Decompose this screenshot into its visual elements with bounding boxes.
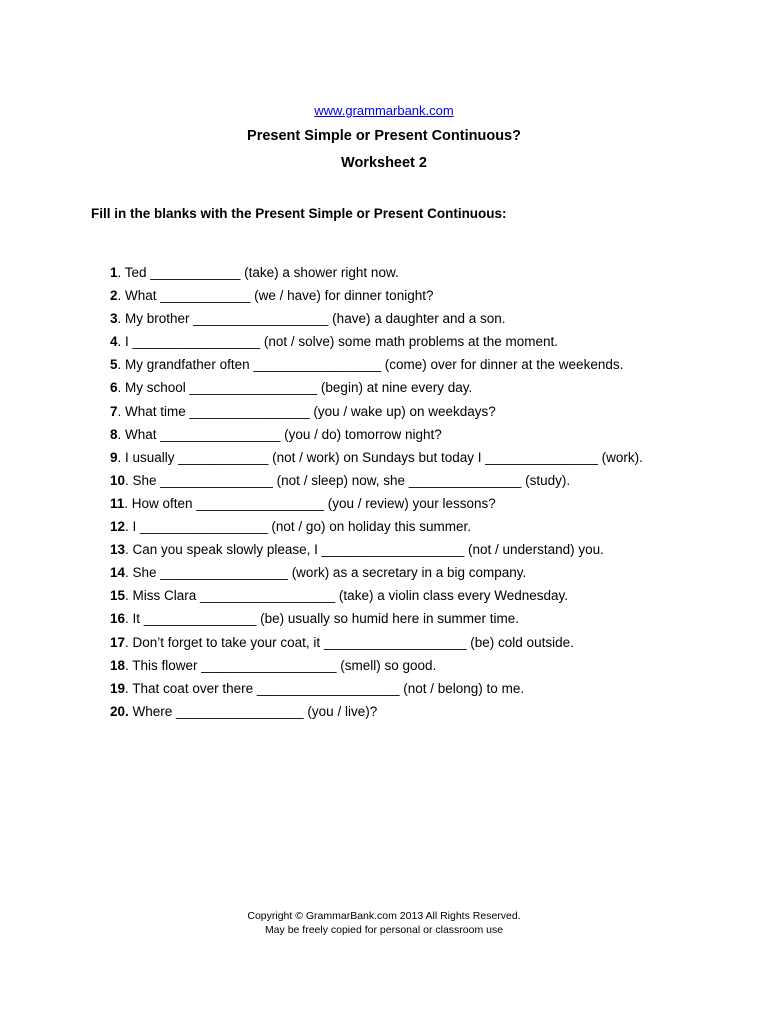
exercise-text: Where _________________ (you / live)? <box>128 703 378 719</box>
footer <box>0 909 768 937</box>
exercise-text: . I usually ____________ (not / work) on Sundays but today I _______________ (work). <box>117 449 643 465</box>
exercise-text: . She _______________ (not / sleep) now, she _______________ (study). <box>125 472 571 488</box>
exercise-text: . What time ________________ (you / wake up) on weekdays? <box>117 403 496 419</box>
exercise-text: . What ____________ (we / have) for dinner tonight? <box>117 288 434 304</box>
exercise-item <box>110 288 643 311</box>
exercise-text: . Don’t forget to take your coat, it ___________________ (be) cold outside. <box>125 634 574 650</box>
instructions: Fill in the blanks with the Present Simple or Present Continuous: <box>91 206 507 221</box>
worksheet-subtitle: Worksheet 2 <box>341 155 427 171</box>
license-text: May be freely copied for personal or classroom use <box>264 924 504 936</box>
exercise-list <box>110 265 643 727</box>
exercise-item <box>110 681 643 704</box>
exercise-text: . This flower __________________ (smell) so good. <box>125 657 437 673</box>
exercise-item <box>110 704 643 727</box>
exercise-text: . That coat over there ___________________ (not / belong) to me. <box>125 680 525 696</box>
exercise-item <box>110 542 643 565</box>
exercise-text: . Ted ____________ (take) a shower right now. <box>117 265 399 280</box>
exercise-number: 20. <box>110 703 129 719</box>
worksheet-title: Present Simple or Present Continuous? <box>247 128 521 144</box>
exercise-text: . I _________________ (not / go) on holiday this summer. <box>125 519 472 535</box>
exercise-number: 7 <box>110 403 118 419</box>
exercise-number: 4 <box>110 334 118 350</box>
exercise-number: 12 <box>110 519 126 535</box>
exercise-text: . My brother __________________ (have) a daughter and a son. <box>117 311 506 327</box>
exercise-number: 15 <box>110 588 126 604</box>
exercise-item <box>110 658 643 681</box>
exercise-number: 19 <box>110 680 126 696</box>
exercise-text: . My grandfather often _________________ (come) over for dinner at the weekends. <box>117 357 624 373</box>
exercise-item <box>110 427 643 450</box>
exercise-number: 5 <box>110 357 118 373</box>
exercise-item <box>110 635 643 658</box>
copyright-text: Copyright © GrammarBank.com 2013 All Rights Reserved. <box>247 910 521 922</box>
exercise-text: . My school _________________ (begin) at nine every day. <box>117 380 473 396</box>
exercise-text: . She _________________ (work) as a secretary in a big company. <box>125 565 527 581</box>
exercise-item <box>110 450 643 473</box>
exercise-number: 14 <box>110 565 126 581</box>
exercise-item <box>110 611 643 634</box>
exercise-item <box>110 380 643 403</box>
exercise-item <box>110 565 643 588</box>
exercise-number: 11 <box>110 495 125 511</box>
exercise-number: 9 <box>110 449 118 465</box>
exercise-item <box>110 357 643 380</box>
exercise-item <box>110 473 643 496</box>
exercise-text: . It _______________ (be) usually so humid here in summer time. <box>125 611 520 627</box>
exercise-text: . What ________________ (you / do) tomorrow night? <box>117 426 442 442</box>
exercise-number: 3 <box>110 311 118 327</box>
exercise-item <box>110 588 643 611</box>
exercise-number: 17 <box>110 634 126 650</box>
exercise-item <box>110 404 643 427</box>
exercise-number: 18 <box>110 657 126 673</box>
exercise-text: . I _________________ (not / solve) some math problems at the moment. <box>117 334 559 350</box>
exercise-item <box>110 496 643 519</box>
exercise-number: 1 <box>110 265 118 280</box>
exercise-item <box>110 265 643 288</box>
exercise-number: 6 <box>110 380 118 396</box>
site-link[interactable]: www.grammarbank.com <box>314 103 454 118</box>
exercise-text: . How often _________________ (you / review) your lessons? <box>124 495 496 511</box>
exercise-number: 2 <box>110 288 118 304</box>
exercise-item <box>110 334 643 357</box>
exercise-number: 8 <box>110 426 118 442</box>
exercise-item <box>110 311 643 334</box>
exercise-text: . Can you speak slowly please, I ___________________ (not / understand) you. <box>125 542 604 558</box>
exercise-number: 16 <box>110 611 126 627</box>
exercise-item <box>110 519 643 542</box>
exercise-number: 13 <box>110 542 126 558</box>
exercise-number: 10 <box>110 472 126 488</box>
exercise-text: . Miss Clara __________________ (take) a violin class every Wednesday. <box>125 588 569 604</box>
